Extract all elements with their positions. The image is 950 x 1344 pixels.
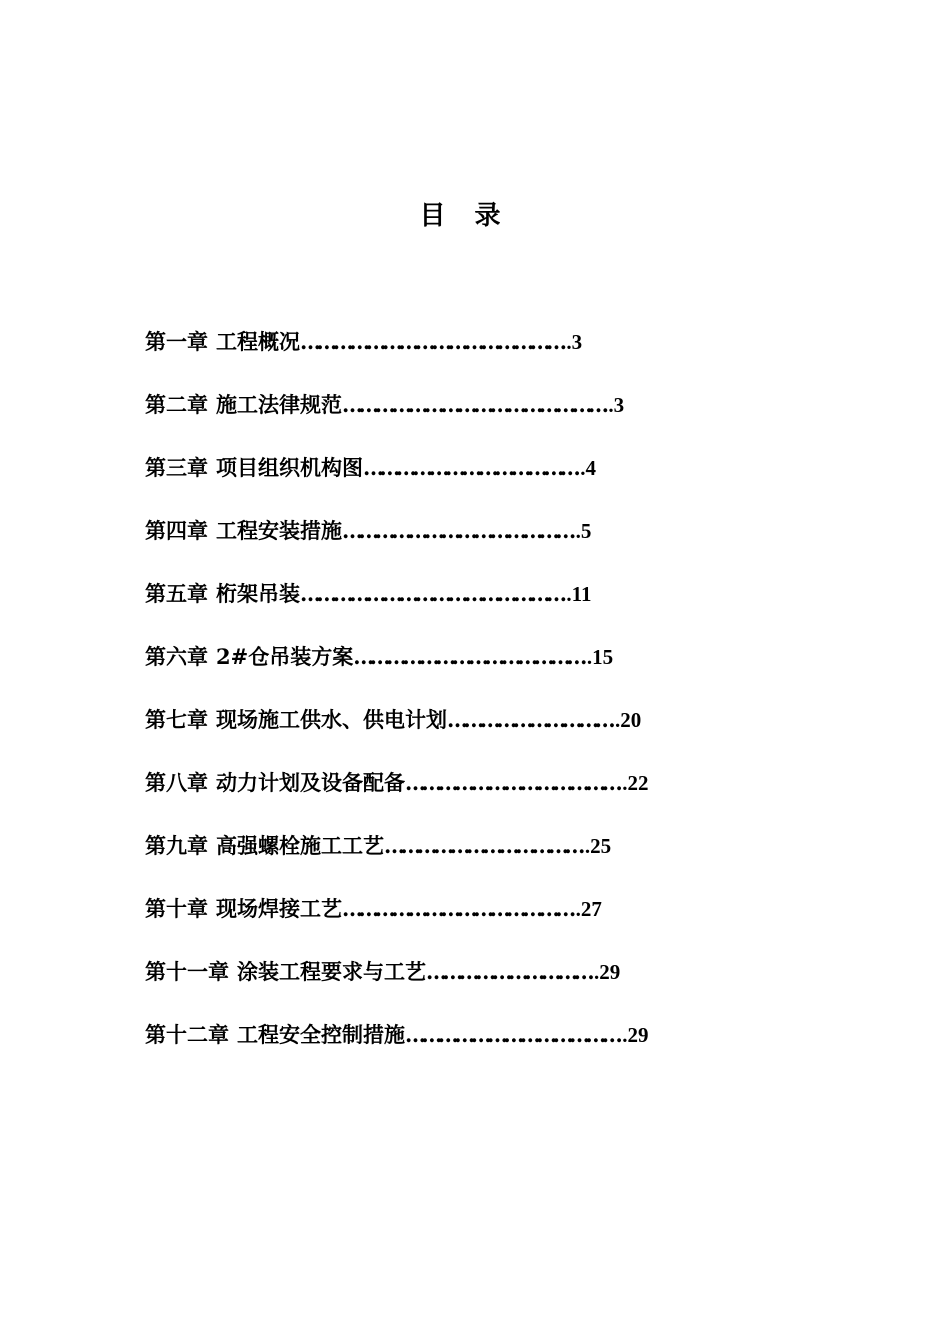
toc-entry-12[interactable] bbox=[145, 1015, 845, 1078]
toc-name: 现场施工供水、供电计划 bbox=[216, 707, 447, 732]
toc-page-number: .22 bbox=[622, 771, 649, 795]
toc-entry-11[interactable] bbox=[145, 952, 845, 1015]
toc-page-number: .29 bbox=[622, 1023, 649, 1047]
toc-entry-3[interactable] bbox=[145, 448, 845, 511]
toc-name: 工程安全控制措施 bbox=[237, 1022, 405, 1047]
toc-name: 桁架吊装 bbox=[216, 581, 300, 606]
toc-page-number: .3 bbox=[608, 393, 625, 417]
toc-leader: …………………………………… bbox=[353, 644, 583, 669]
toc-leader: ……………………………… bbox=[384, 833, 581, 858]
toc-name: 2#仓吊装方案 bbox=[216, 644, 354, 669]
toc-name: 现场焊接工艺 bbox=[216, 896, 342, 921]
toc-chapter: 第三章 bbox=[145, 455, 208, 480]
toc-name: 涂装工程要求与工艺 bbox=[237, 959, 426, 984]
toc-chapter: 第五章 bbox=[145, 581, 208, 606]
toc-leader: ………………………………………… bbox=[342, 392, 605, 417]
toc-chapter: 第一章 bbox=[145, 329, 208, 354]
toc-leader: …………………………………… bbox=[342, 518, 572, 543]
toc-chapter: 第九章 bbox=[145, 833, 208, 858]
toc-page-number: .11 bbox=[566, 582, 592, 606]
toc-chapter: 第十章 bbox=[145, 896, 208, 921]
toc-entry-7[interactable] bbox=[145, 700, 845, 763]
toc-page-number: .29 bbox=[594, 960, 621, 984]
toc-name: 动力计划及设备配备 bbox=[216, 770, 405, 795]
toc-chapter: 第二章 bbox=[145, 392, 208, 417]
toc-leader: ………………………………… bbox=[405, 770, 619, 795]
toc-chapter: 第十一章 bbox=[145, 959, 229, 984]
toc-leader: ………………………………… bbox=[363, 455, 577, 480]
toc-leader: ………………………………………… bbox=[300, 581, 563, 606]
toc-page-number: .20 bbox=[615, 708, 642, 732]
toc-page-number: .25 bbox=[584, 834, 612, 858]
toc-leader: …………………………………… bbox=[342, 896, 572, 921]
toc-entry-4[interactable] bbox=[145, 511, 845, 574]
toc-name: 施工法律规范 bbox=[216, 392, 342, 417]
toc-entry-2[interactable] bbox=[145, 385, 845, 448]
toc-name: 高强螺栓施工工艺 bbox=[216, 833, 384, 858]
toc-chapter: 第十二章 bbox=[145, 1022, 229, 1047]
toc-chapter: 第六章 bbox=[145, 644, 208, 669]
toc-page-number: .15 bbox=[586, 645, 614, 669]
toc-list bbox=[145, 322, 845, 1078]
toc-page-number: .5 bbox=[575, 519, 592, 543]
toc-entry-6[interactable] bbox=[145, 637, 845, 700]
toc-chapter: 第七章 bbox=[145, 707, 208, 732]
toc-entry-10[interactable] bbox=[145, 889, 845, 952]
toc-leader: ………………………………………… bbox=[300, 329, 563, 354]
toc-title: 目 录 bbox=[419, 201, 511, 231]
toc-entry-5[interactable] bbox=[145, 574, 845, 637]
toc-entry-8[interactable] bbox=[145, 763, 845, 826]
toc-chapter: 第四章 bbox=[145, 518, 208, 543]
toc-name: 工程概况 bbox=[216, 329, 300, 354]
toc-entry-9[interactable] bbox=[145, 826, 845, 889]
toc-leader: ………………………………… bbox=[405, 1022, 619, 1047]
toc-page-number: .27 bbox=[575, 897, 602, 921]
toc-page-number: .3 bbox=[566, 330, 583, 354]
toc-entry-1[interactable] bbox=[145, 322, 845, 385]
toc-page-number: .4 bbox=[580, 456, 596, 480]
toc-chapter: 第八章 bbox=[145, 770, 208, 795]
toc-name: 工程安装措施 bbox=[216, 518, 342, 543]
toc-leader: ………………………… bbox=[447, 707, 612, 732]
toc-name: 项目组织机构图 bbox=[216, 455, 363, 480]
toc-leader: ………………………… bbox=[426, 959, 591, 984]
